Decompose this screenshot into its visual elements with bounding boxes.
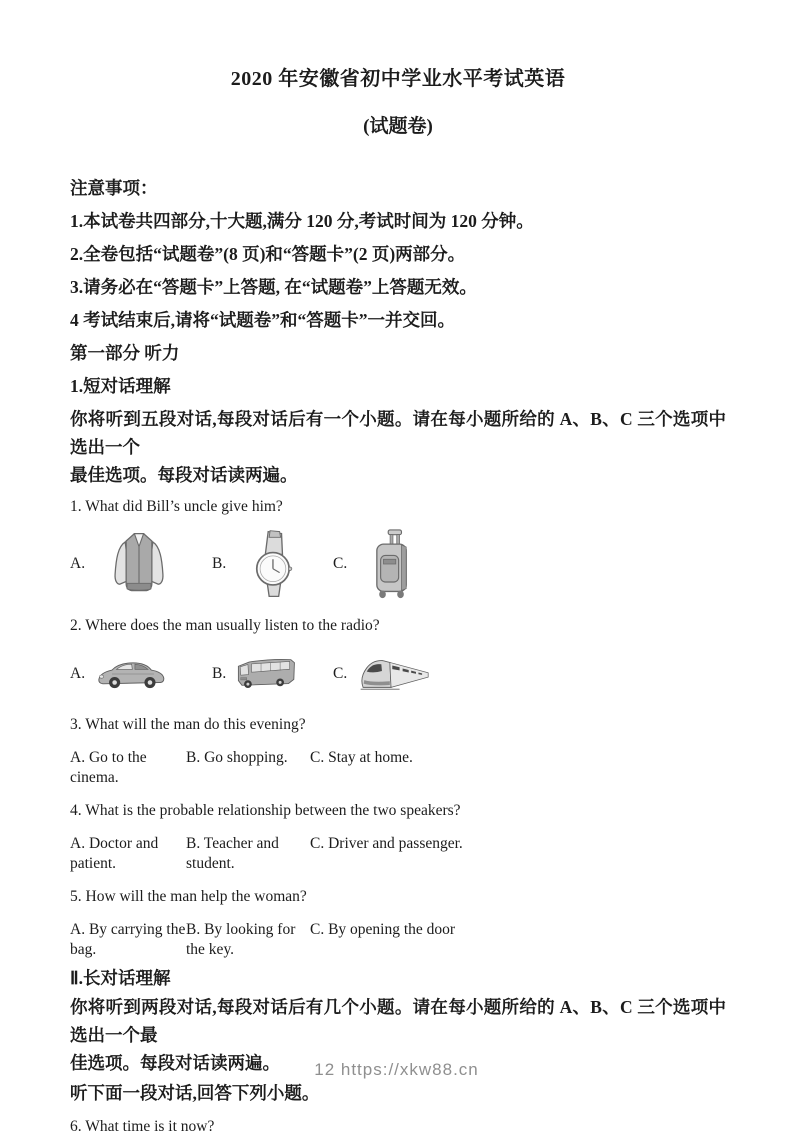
question-3-option-a: A. Go to the cinema. [70, 749, 147, 786]
question-3-option-c: C. Stay at home. [310, 749, 413, 766]
option-label: B. [212, 665, 227, 682]
question-4-options [70, 834, 726, 874]
question-1-option-a [70, 530, 212, 598]
question-6-text: 6. What time is it now? [70, 1118, 215, 1135]
question-4-text: 4. What is the probable relationship between the two speakers? [70, 802, 461, 819]
watch-icon [252, 529, 292, 599]
section2-instructions-line1: 你将听到两段对话,每段对话后有几个小题。请在每小题所给的 A、B、C 三个选项中选出一个最 [70, 997, 726, 1045]
question-4-option-a: A. Doctor and patient. [70, 835, 159, 872]
notice-heading: 注意事项： [70, 178, 158, 198]
question-4-option-b: B. Teacher and student. [186, 835, 279, 872]
question-1-options [70, 525, 726, 603]
section2-instructions-line2: 佳选项。每段对话读两遍。 [70, 1053, 280, 1073]
section2-heading: Ⅱ.长对话理解 [70, 968, 171, 988]
document-title: 2020 年安徽省初中学业水平考试英语 [230, 68, 566, 90]
question-1-option-c [333, 528, 411, 600]
option-label: A. [70, 555, 86, 572]
notice-item-1: 1.本试卷共四部分,十大题,满分 120 分,考试时间为 120 分钟。 [70, 211, 534, 231]
bus-icon [236, 651, 298, 697]
option-label: C. [333, 665, 348, 682]
page-content [70, 68, 726, 1137]
question-1-option-b [212, 529, 333, 599]
question-2-option-b [212, 651, 333, 697]
car-icon [95, 650, 167, 698]
question-3-text: 3. What will the man do this evening? [70, 716, 306, 733]
sweater-icon [111, 530, 167, 598]
question-5-options [70, 920, 726, 960]
question-2-options [70, 646, 726, 702]
question-1-text: 1. What did Bill’s uncle give him? [70, 498, 283, 515]
question-5-text: 5. How will the man help the woman? [70, 888, 307, 905]
question-3-options [70, 748, 726, 788]
part1-heading: 第一部分 听力 [70, 343, 180, 363]
question-2-option-a [70, 650, 212, 698]
train-icon [357, 649, 430, 699]
option-label: C. [333, 555, 348, 572]
notice-item-2: 2.全卷包括“试题卷”(8 页)和“答题卡”(2 页)两部分。 [70, 244, 466, 264]
notice-item-4: 4 考试结束后,请将“试题卷”和“答题卡”一并交回。 [70, 310, 455, 330]
section1-instructions-line1: 你将听到五段对话,每段对话后有一个小题。请在每小题所给的 A、B、C 三个选项中选出一个 [70, 409, 726, 457]
question-5-option-c: C. By opening the door [310, 921, 456, 938]
question-5-option-a: A. By carrying the bag. [70, 921, 186, 958]
section1-instructions [70, 405, 726, 489]
question-2-option-c [333, 649, 430, 699]
option-label: A. [70, 665, 86, 682]
notice-item-3: 3.请务必在“答题卡”上答题, 在“试题卷”上答题无效。 [70, 277, 477, 297]
question-2-text: 2. Where does the man usually listen to the radio? [70, 617, 380, 634]
question-3-option-b: B. Go shopping. [186, 749, 288, 766]
section2-sub-instruction: 听下面一段对话,回答下列小题。 [70, 1083, 320, 1103]
question-4-option-c: C. Driver and passenger. [310, 835, 463, 852]
section1-heading: 1.短对话理解 [70, 376, 171, 396]
suitcase-icon [373, 528, 411, 600]
section1-instructions-line2: 最佳选项。每段对话读两遍。 [70, 465, 298, 485]
option-label: B. [212, 555, 227, 572]
question-5-option-b: B. By looking for the key. [186, 921, 296, 958]
document-subtitle: (试题卷) [363, 116, 433, 137]
page-footer: 12 https://xkw88.cn [314, 1060, 479, 1079]
